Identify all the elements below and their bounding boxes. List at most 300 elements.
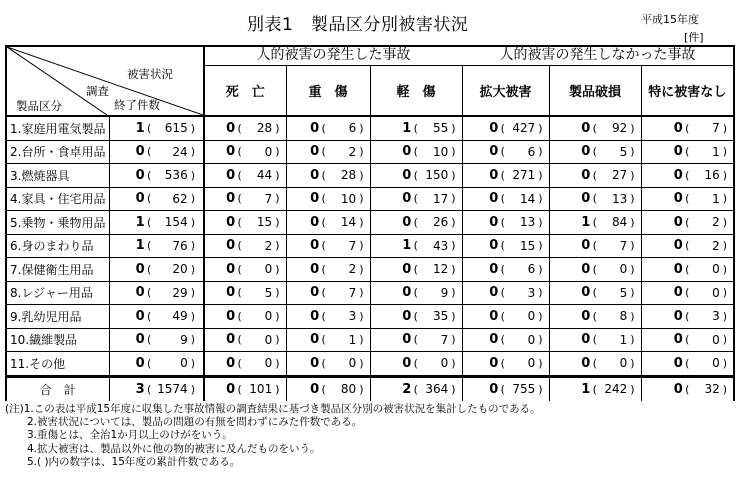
cumulative: 3	[712, 309, 720, 324]
cell-death	[204, 140, 286, 164]
paren-close: )	[190, 333, 195, 347]
paren-open: (	[500, 333, 505, 347]
count: 0	[673, 285, 683, 301]
paren-close: )	[190, 239, 195, 253]
cell-completed	[109, 328, 204, 352]
cumulative: 5	[619, 144, 628, 159]
cell-death	[204, 258, 286, 282]
count: 0	[402, 285, 412, 301]
category-label: 7.保健衛生用品	[6, 258, 109, 282]
cell-serious-injury	[286, 328, 370, 352]
footnote-2: 2.被害状況については、製品の問題の有無を問わずにみた件数である。	[27, 416, 363, 429]
cumulative: 3	[348, 309, 357, 324]
count: 1	[135, 120, 145, 136]
paren-close: )	[359, 286, 364, 300]
paren-close: )	[451, 286, 456, 300]
cumulative: 1	[619, 332, 628, 347]
cell-death	[204, 305, 286, 329]
damage-status-table	[5, 45, 735, 401]
paren-open: (	[413, 239, 418, 253]
cumulative: 28	[340, 168, 357, 183]
cumulative: 7	[712, 121, 720, 136]
count: 0	[226, 332, 236, 348]
cumulative: 9	[440, 285, 449, 300]
cell-serious-injury	[286, 116, 370, 140]
cell-no-damage	[641, 328, 734, 352]
paren-open: (	[500, 215, 505, 229]
count: 0	[581, 238, 591, 254]
count: 0	[135, 332, 145, 348]
cumulative: 1574	[157, 382, 188, 396]
cumulative: 154	[164, 215, 188, 230]
cumulative: 17	[432, 191, 449, 206]
column-header-extended-damage: 拡大被害	[462, 65, 549, 116]
paren-open: (	[321, 356, 326, 370]
cumulative: 0	[712, 285, 720, 300]
paren-open: (	[685, 356, 690, 370]
cell-product-damage	[549, 140, 641, 164]
cell-serious-injury	[286, 211, 370, 235]
paren-close: )	[275, 145, 280, 159]
cell-serious-injury	[286, 234, 370, 258]
paren-close: )	[538, 121, 543, 135]
fiscal-year-label: 平成15年度	[641, 13, 699, 26]
cell-minor-injury	[370, 234, 462, 258]
unit-label: [件]	[684, 31, 704, 44]
footnote-5: 5.( )内の数字は、15年度の累計件数である。	[27, 455, 241, 468]
cell-completed	[109, 140, 204, 164]
cumulative: 7	[440, 332, 449, 347]
count: 0	[310, 308, 320, 324]
paren-open: (	[237, 333, 242, 347]
count: 2	[402, 381, 412, 397]
count: 0	[402, 308, 412, 324]
count: 0	[489, 308, 499, 324]
paren-close: )	[630, 309, 635, 323]
cumulative: 6	[348, 121, 357, 136]
cumulative: 6	[527, 144, 536, 159]
cumulative: 14	[519, 191, 536, 206]
paren-close: )	[630, 262, 635, 276]
cumulative: 536	[164, 168, 188, 183]
count: 0	[402, 167, 412, 183]
paren-open: (	[500, 145, 505, 159]
cumulative: 43	[432, 238, 449, 253]
paren-close: )	[275, 356, 280, 370]
cumulative: 10	[340, 191, 357, 206]
count: 0	[310, 238, 320, 254]
count: 0	[310, 191, 320, 207]
count: 0	[135, 261, 145, 277]
cumulative: 32	[704, 382, 720, 396]
cell-death	[204, 187, 286, 211]
paren-open: (	[685, 215, 690, 229]
cell-extended-damage	[462, 328, 549, 352]
paren-close: )	[630, 356, 635, 370]
total-minor-injury	[370, 376, 462, 401]
cumulative: 0	[264, 309, 273, 324]
count: 0	[226, 238, 236, 254]
paren-open: (	[592, 382, 597, 396]
paren-open: (	[237, 262, 242, 276]
paren-close: )	[359, 262, 364, 276]
paren-open: (	[147, 215, 152, 229]
cumulative: 15	[256, 215, 273, 230]
paren-open: (	[321, 309, 326, 323]
paren-close: )	[190, 382, 195, 396]
paren-close: )	[630, 239, 635, 253]
count: 0	[673, 355, 683, 371]
total-death	[204, 376, 286, 401]
cell-extended-damage	[462, 211, 549, 235]
paren-close: )	[722, 121, 728, 135]
paren-open: (	[237, 382, 242, 396]
cell-death	[204, 328, 286, 352]
paren-close: )	[451, 239, 456, 253]
paren-open: (	[685, 262, 690, 276]
paren-close: )	[538, 262, 543, 276]
table-row	[6, 352, 734, 377]
paren-open: (	[685, 145, 690, 159]
table-row	[6, 211, 734, 235]
category-label: 5.乗物・乗物用品	[6, 211, 109, 235]
paren-close: )	[359, 168, 364, 182]
paren-open: (	[500, 192, 505, 206]
count: 0	[402, 191, 412, 207]
cumulative: 0	[440, 356, 449, 371]
paren-open: (	[321, 145, 326, 159]
paren-close: )	[538, 286, 543, 300]
cell-extended-damage	[462, 187, 549, 211]
corner-label-damage-status: 被害状況	[127, 67, 173, 81]
paren-open: (	[147, 168, 152, 182]
cumulative: 0	[712, 332, 720, 347]
cell-no-damage	[641, 187, 734, 211]
cumulative: 29	[172, 285, 188, 300]
paren-close: )	[451, 309, 456, 323]
paren-open: (	[237, 121, 242, 135]
count: 0	[581, 144, 591, 160]
count: 0	[673, 238, 683, 254]
paren-close: )	[190, 215, 195, 229]
paren-open: (	[685, 309, 690, 323]
column-header-serious-injury: 重 傷	[286, 65, 370, 116]
cumulative: 101	[249, 382, 273, 396]
cumulative: 7	[264, 191, 273, 206]
paren-close: )	[359, 145, 364, 159]
cumulative: 80	[340, 382, 357, 396]
cumulative: 7	[348, 238, 357, 253]
cumulative: 9	[180, 332, 188, 347]
cumulative: 27	[611, 168, 628, 183]
page-title: 別表1 製品区分別被害状況	[247, 15, 469, 35]
group-header-injury: 人的被害の発生した事故	[204, 46, 462, 65]
count: 0	[310, 261, 320, 277]
cumulative: 0	[712, 262, 720, 277]
paren-close: )	[275, 286, 280, 300]
count: 0	[135, 144, 145, 160]
paren-close: )	[275, 262, 280, 276]
category-label: 1.家庭用電気製品	[6, 116, 109, 140]
cell-completed	[109, 281, 204, 305]
paren-close: )	[538, 215, 543, 229]
paren-open: (	[592, 333, 597, 347]
cumulative: 5	[619, 285, 628, 300]
paren-open: (	[500, 262, 505, 276]
count: 0	[489, 167, 499, 183]
cumulative: 8	[619, 309, 628, 324]
category-label: 8.レジャー用品	[6, 281, 109, 305]
paren-close: )	[190, 145, 195, 159]
table-row	[6, 328, 734, 352]
cell-minor-injury	[370, 211, 462, 235]
cumulative: 1	[712, 191, 720, 206]
cumulative: 0	[619, 262, 628, 277]
paren-close: )	[275, 239, 280, 253]
paren-open: (	[685, 333, 690, 347]
paren-close: )	[275, 215, 280, 229]
cumulative: 10	[432, 144, 449, 159]
cell-extended-damage	[462, 281, 549, 305]
paren-open: (	[500, 168, 505, 182]
cumulative: 0	[264, 262, 273, 277]
cell-product-damage	[549, 281, 641, 305]
cell-no-damage	[641, 352, 734, 377]
paren-open: (	[147, 239, 152, 253]
count: 0	[489, 355, 499, 371]
paren-open: (	[500, 121, 505, 135]
paren-close: )	[538, 239, 543, 253]
paren-open: (	[147, 121, 152, 135]
count: 0	[489, 238, 499, 254]
paren-open: (	[685, 192, 690, 206]
cumulative: 0	[264, 332, 273, 347]
count: 0	[226, 355, 236, 371]
count: 0	[226, 285, 236, 301]
cumulative: 5	[264, 285, 273, 300]
cumulative: 0	[527, 356, 536, 371]
paren-close: )	[722, 192, 728, 206]
paren-open: (	[237, 215, 242, 229]
cumulative: 24	[172, 144, 188, 159]
paren-close: )	[630, 333, 635, 347]
cumulative: 92	[611, 121, 628, 136]
count: 0	[135, 167, 145, 183]
count: 0	[402, 144, 412, 160]
paren-close: )	[190, 309, 195, 323]
paren-close: )	[722, 239, 728, 253]
count: 0	[310, 120, 320, 136]
cell-serious-injury	[286, 281, 370, 305]
cell-extended-damage	[462, 258, 549, 282]
cell-death	[204, 211, 286, 235]
count: 0	[581, 308, 591, 324]
paren-close: )	[275, 333, 280, 347]
paren-open: (	[321, 168, 326, 182]
paren-open: (	[321, 215, 326, 229]
column-header-product-damage: 製品破損	[549, 65, 641, 116]
paren-open: (	[685, 286, 690, 300]
cumulative: 2	[712, 215, 720, 230]
paren-close: )	[190, 356, 195, 370]
cell-serious-injury	[286, 187, 370, 211]
cumulative: 2	[348, 262, 357, 277]
paren-open: (	[413, 262, 418, 276]
paren-close: )	[451, 382, 456, 396]
corner-header-cell	[6, 46, 204, 116]
paren-close: )	[275, 168, 280, 182]
paren-close: )	[630, 286, 635, 300]
paren-open: (	[685, 121, 690, 135]
count: 0	[310, 381, 320, 397]
paren-open: (	[592, 121, 597, 135]
count: 0	[489, 120, 499, 136]
paren-close: )	[451, 192, 456, 206]
paren-close: )	[359, 215, 364, 229]
paren-open: (	[592, 286, 597, 300]
paren-close: )	[630, 168, 635, 182]
paren-close: )	[190, 192, 195, 206]
count: 0	[489, 261, 499, 277]
paren-close: )	[359, 382, 364, 396]
total-extended-damage	[462, 376, 549, 401]
paren-open: (	[413, 145, 418, 159]
cell-no-damage	[641, 140, 734, 164]
paren-close: )	[722, 262, 728, 276]
table-row	[6, 164, 734, 188]
category-label: 4.家具・住宅用品	[6, 187, 109, 211]
cumulative: 2	[712, 238, 720, 253]
total-completed	[109, 376, 204, 401]
paren-open: (	[237, 239, 242, 253]
cell-completed	[109, 116, 204, 140]
cell-extended-damage	[462, 140, 549, 164]
cell-no-damage	[641, 164, 734, 188]
cumulative: 35	[432, 309, 449, 324]
table-row	[6, 187, 734, 211]
paren-open: (	[237, 286, 242, 300]
count: 0	[310, 167, 320, 183]
paren-open: (	[685, 382, 690, 396]
cell-death	[204, 164, 286, 188]
cell-extended-damage	[462, 305, 549, 329]
cumulative: 1	[348, 332, 357, 347]
paren-open: (	[413, 192, 418, 206]
cell-death	[204, 234, 286, 258]
paren-close: )	[190, 168, 195, 182]
paren-open: (	[237, 356, 242, 370]
cumulative: 0	[527, 309, 536, 324]
count: 0	[581, 332, 591, 348]
paren-close: )	[538, 145, 543, 159]
group-header-no-injury: 人的被害の発生しなかった事故	[462, 46, 734, 65]
cumulative: 20	[172, 262, 188, 277]
count: 0	[673, 191, 683, 207]
paren-close: )	[359, 121, 364, 135]
cumulative: 6	[527, 262, 536, 277]
paren-close: )	[359, 309, 364, 323]
paren-close: )	[538, 309, 543, 323]
cell-minor-injury	[370, 187, 462, 211]
paren-close: )	[630, 215, 635, 229]
paren-close: )	[359, 192, 364, 206]
count: 0	[673, 381, 683, 397]
paren-open: (	[147, 309, 152, 323]
count: 0	[673, 214, 683, 230]
cumulative: 16	[704, 168, 720, 183]
category-label: 11.その他	[6, 352, 109, 377]
cell-no-damage	[641, 281, 734, 305]
paren-close: )	[451, 121, 456, 135]
paren-close: )	[722, 382, 728, 396]
paren-open: (	[413, 121, 418, 135]
paren-open: (	[592, 262, 597, 276]
count: 0	[310, 332, 320, 348]
cumulative: 0	[264, 144, 273, 159]
cell-product-damage	[549, 352, 641, 377]
cell-completed	[109, 258, 204, 282]
cumulative: 755	[512, 382, 536, 396]
cell-death	[204, 352, 286, 377]
cumulative: 150	[425, 168, 449, 183]
cell-completed	[109, 234, 204, 258]
paren-open: (	[500, 309, 505, 323]
paren-open: (	[413, 286, 418, 300]
paren-open: (	[147, 382, 152, 396]
cell-product-damage	[549, 258, 641, 282]
paren-close: )	[190, 286, 195, 300]
paren-close: )	[538, 356, 543, 370]
footnotes	[5, 403, 541, 469]
paren-close: )	[275, 309, 280, 323]
paren-open: (	[237, 145, 242, 159]
cumulative: 28	[256, 121, 273, 136]
paren-close: )	[359, 356, 364, 370]
total-label: 合 計	[6, 376, 109, 401]
paren-open: (	[685, 168, 690, 182]
paren-open: (	[500, 382, 505, 396]
paren-open: (	[592, 168, 597, 182]
paren-close: )	[538, 333, 543, 347]
cumulative: 26	[432, 215, 449, 230]
paren-open: (	[321, 262, 326, 276]
cumulative: 0	[527, 332, 536, 347]
count: 0	[673, 120, 683, 136]
cumulative: 1	[712, 144, 720, 159]
cumulative: 2	[348, 144, 357, 159]
paren-close: )	[451, 333, 456, 347]
count: 0	[581, 355, 591, 371]
paren-close: )	[538, 192, 543, 206]
cell-minor-injury	[370, 352, 462, 377]
column-header-death: 死 亡	[204, 65, 286, 116]
paren-close: )	[538, 168, 543, 182]
count: 0	[673, 167, 683, 183]
cumulative: 0	[348, 356, 357, 371]
cumulative: 3	[527, 285, 536, 300]
table-row	[6, 305, 734, 329]
category-label: 6.身のまわり品	[6, 234, 109, 258]
paren-open: (	[321, 239, 326, 253]
table-row	[6, 258, 734, 282]
paren-open: (	[413, 309, 418, 323]
count: 0	[673, 144, 683, 160]
table-row	[6, 116, 734, 140]
paren-open: (	[592, 192, 597, 206]
paren-close: )	[451, 215, 456, 229]
paren-open: (	[592, 239, 597, 253]
cumulative: 0	[619, 356, 628, 371]
